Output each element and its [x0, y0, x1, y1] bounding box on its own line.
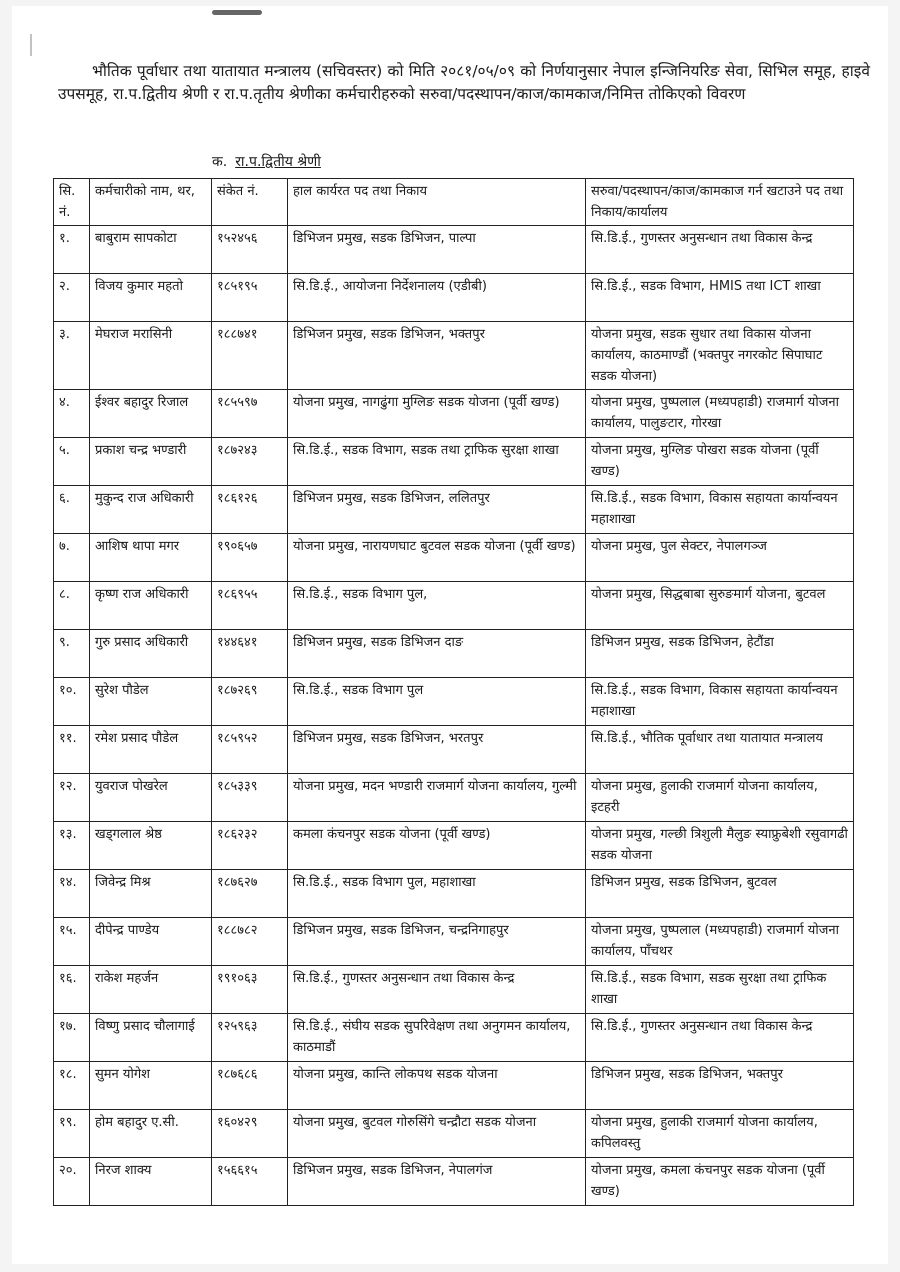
- cell-code: १८५९५२: [212, 726, 288, 774]
- cell-serial: १८.: [54, 1062, 90, 1110]
- cell-code: १८७६२७: [212, 870, 288, 918]
- cell-code: १८५५९७: [212, 390, 288, 438]
- cell-name: दीपेन्द्र पाण्डेय: [90, 918, 212, 966]
- section-title: रा.प.द्वितीय श्रेणी: [235, 154, 321, 170]
- cell-current-post: योजना प्रमुख, बुटवल गोरुसिंगे चन्द्रौटा सडक योजना: [288, 1110, 586, 1158]
- cell-current-post: डिभिजन प्रमुख, सडक डिभिजन, भक्तपुर: [288, 322, 586, 390]
- header-current-post: हाल कार्यरत पद तथा निकाय: [288, 179, 586, 226]
- cell-serial: २०.: [54, 1158, 90, 1206]
- cell-code: १८५१९५: [212, 274, 288, 322]
- cell-code: १८८७४१: [212, 322, 288, 390]
- cell-new-post: डिभिजन प्रमुख, सडक डिभिजन, बुटवल: [586, 870, 854, 918]
- cell-current-post: कमला कंचनपुर सडक योजना (पूर्वी खण्ड): [288, 822, 586, 870]
- transfer-table: [53, 178, 854, 1206]
- table-row: [54, 274, 854, 322]
- cell-new-post: योजना प्रमुख, पुष्पलाल (मध्यपहाडी) राजमार्ग योजना कार्यालय, पाँचथर: [586, 918, 854, 966]
- cell-new-post: योजना प्रमुख, सिद्धबाबा सुरुङमार्ग योजना, बुटवल: [586, 582, 854, 630]
- table-row: [54, 822, 854, 870]
- cell-serial: ११.: [54, 726, 90, 774]
- cell-name: गुरु प्रसाद अधिकारी: [90, 630, 212, 678]
- table-row: [54, 630, 854, 678]
- cell-current-post: डिभिजन प्रमुख, सडक डिभिजन, भरतपुर: [288, 726, 586, 774]
- table-row: [54, 1062, 854, 1110]
- cell-name: युवराज पोखरेल: [90, 774, 212, 822]
- intro-paragraph: भौतिक पूर्वाधार तथा यातायात मन्त्रालय (सचिवस्तर) को मिति २०८१/०५/०९ को निर्णयानुसार नेपाल इन्जिनियरिङ सेवा, सिभिल समूह, हाइवे उपसमूह, रा.प.द्वितीय श्रेणी र रा.प.तृतीय श्रेणीका कर्मचारीहरुको सरुवा/पदस्थापन/काज/कामकाज/निमित्त तोकिएको विवरण: [58, 62, 870, 103]
- header-name: कर्मचारीको नाम, थर,: [90, 179, 212, 226]
- cell-serial: २.: [54, 274, 90, 322]
- cell-code: १८६९५५: [212, 582, 288, 630]
- header-serial: सि. नं.: [54, 179, 90, 226]
- cell-serial: १.: [54, 226, 90, 274]
- table-row: [54, 226, 854, 274]
- cell-serial: १३.: [54, 822, 90, 870]
- cell-current-post: डिभिजन प्रमुख, सडक डिभिजन, ललितपुर: [288, 486, 586, 534]
- cell-current-post: सि.डि.ई., सडक विभाग पुल: [288, 678, 586, 726]
- section-prefix: क.: [212, 154, 228, 170]
- cell-serial: १०.: [54, 678, 90, 726]
- cell-serial: १६.: [54, 966, 90, 1014]
- cell-new-post: योजना प्रमुख, हुलाकी राजमार्ग योजना कार्यालय, कपिलवस्तु: [586, 1110, 854, 1158]
- cell-name: राकेश महर्जन: [90, 966, 212, 1014]
- table-row: [54, 438, 854, 486]
- cell-code: १८७२६९: [212, 678, 288, 726]
- cell-current-post: डिभिजन प्रमुख, सडक डिभिजन, चन्द्रनिगाहपुर: [288, 918, 586, 966]
- cell-name: प्रकाश चन्द्र भण्डारी: [90, 438, 212, 486]
- cell-current-post: योजना प्रमुख, नारायणघाट बुटवल सडक योजना (पूर्वी खण्ड): [288, 534, 586, 582]
- cell-serial: ७.: [54, 534, 90, 582]
- cell-name: निरज शाक्य: [90, 1158, 212, 1206]
- cell-new-post: योजना प्रमुख, मुग्लिङ पोखरा सडक योजना (पूर्वी खण्ड): [586, 438, 854, 486]
- table-row: [54, 1110, 854, 1158]
- cell-serial: ८.: [54, 582, 90, 630]
- header-new-post: सरुवा/पदस्थापन/काज/कामकाज गर्न खटाउने पद तथा निकाय/कार्यालय: [586, 179, 854, 226]
- cell-code: १८५३३९: [212, 774, 288, 822]
- cell-current-post: सि.डि.ई., सडक विभाग पुल,: [288, 582, 586, 630]
- cell-serial: १२.: [54, 774, 90, 822]
- cell-code: १८७२४३: [212, 438, 288, 486]
- cell-name: ईश्वर बहादुर रिजाल: [90, 390, 212, 438]
- cell-code: १६०४२९: [212, 1110, 288, 1158]
- table-row: [54, 390, 854, 438]
- cell-current-post: डिभिजन प्रमुख, सडक डिभिजन, पाल्पा: [288, 226, 586, 274]
- table-row: [54, 1014, 854, 1062]
- header-code: संकेत नं.: [212, 179, 288, 226]
- document-page: [12, 6, 888, 1264]
- cell-current-post: सि.डि.ई., गुणस्तर अनुसन्धान तथा विकास केन्द्र: [288, 966, 586, 1014]
- table-row: [54, 870, 854, 918]
- table-row: [54, 726, 854, 774]
- cell-serial: ६.: [54, 486, 90, 534]
- section-heading: [212, 152, 321, 171]
- cell-code: १२५९६३: [212, 1014, 288, 1062]
- table-row: [54, 678, 854, 726]
- table-row: [54, 918, 854, 966]
- cell-name: आशिष थापा मगर: [90, 534, 212, 582]
- cell-serial: ९.: [54, 630, 90, 678]
- cell-name: कृष्ण राज अधिकारी: [90, 582, 212, 630]
- cell-code: १९१०६३: [212, 966, 288, 1014]
- cell-new-post: डिभिजन प्रमुख, सडक डिभिजन, हेटौंडा: [586, 630, 854, 678]
- table-row: [54, 582, 854, 630]
- cell-code: १८६२३२: [212, 822, 288, 870]
- cell-new-post: योजना प्रमुख, कमला कंचनपुर सडक योजना (पूर्वी खण्ड): [586, 1158, 854, 1206]
- cell-new-post: सि.डि.ई., सडक विभाग, विकास सहायता कार्यान्वयन महाशाखा: [586, 486, 854, 534]
- cell-current-post: योजना प्रमुख, मदन भण्डारी राजमार्ग योजना कार्यालय, गुल्मी: [288, 774, 586, 822]
- table-row: [54, 534, 854, 582]
- cell-name: खड्गलाल श्रेष्ठ: [90, 822, 212, 870]
- cell-new-post: योजना प्रमुख, हुलाकी राजमार्ग योजना कार्यालय, इटहरी: [586, 774, 854, 822]
- cell-new-post: योजना प्रमुख, पुष्पलाल (मध्यपहाडी) राजमार्ग योजना कार्यालय, पालुङटार, गोरखा: [586, 390, 854, 438]
- cell-new-post: डिभिजन प्रमुख, सडक डिभिजन, भक्तपुर: [586, 1062, 854, 1110]
- cell-name: होम बहादुर ए.सी.: [90, 1110, 212, 1158]
- cell-current-post: सि.डि.ई., सडक विभाग पुल, महाशाखा: [288, 870, 586, 918]
- cell-new-post: सि.डि.ई., सडक विभाग, HMIS तथा ICT शाखा: [586, 274, 854, 322]
- cell-name: विष्णु प्रसाद चौलागाई: [90, 1014, 212, 1062]
- cell-name: रमेश प्रसाद पौडेल: [90, 726, 212, 774]
- cell-code: १४४६४१: [212, 630, 288, 678]
- cell-code: १५२४५६: [212, 226, 288, 274]
- cell-serial: ५.: [54, 438, 90, 486]
- cell-serial: १४.: [54, 870, 90, 918]
- cell-serial: ४.: [54, 390, 90, 438]
- cell-code: १५६६१५: [212, 1158, 288, 1206]
- cell-current-post: योजना प्रमुख, कान्ति लोकपथ सडक योजना: [288, 1062, 586, 1110]
- table-header-row: [54, 179, 854, 226]
- cell-new-post: सि.डि.ई., गुणस्तर अनुसन्धान तथा विकास केन्द्र: [586, 1014, 854, 1062]
- cell-current-post: डिभिजन प्रमुख, सडक डिभिजन, नेपालगंज: [288, 1158, 586, 1206]
- cell-name: सुरेश पौडेल: [90, 678, 212, 726]
- scan-artifact: [30, 34, 32, 56]
- cell-current-post: सि.डि.ई., सडक विभाग, सडक तथा ट्राफिक सुरक्षा शाखा: [288, 438, 586, 486]
- cell-code: १८७६८६: [212, 1062, 288, 1110]
- cell-new-post: सि.डि.ई., गुणस्तर अनुसन्धान तथा विकास केन्द्र: [586, 226, 854, 274]
- cell-new-post: सि.डि.ई., सडक विभाग, विकास सहायता कार्यान्वयन महाशाखा: [586, 678, 854, 726]
- cell-code: १९०६५७: [212, 534, 288, 582]
- table-row: [54, 1158, 854, 1206]
- cell-new-post: योजना प्रमुख, सडक सुधार तथा विकास योजना कार्यालय, काठमाण्डौं (भक्तपुर नगरकोट सिपाघाट सडक योजना): [586, 322, 854, 390]
- table-row: [54, 322, 854, 390]
- scan-artifact: [212, 10, 262, 15]
- cell-serial: १५.: [54, 918, 90, 966]
- cell-serial: १९.: [54, 1110, 90, 1158]
- cell-name: सुमन योगेश: [90, 1062, 212, 1110]
- cell-name: मेघराज मरासिनी: [90, 322, 212, 390]
- table-row: [54, 774, 854, 822]
- cell-new-post: सि.डि.ई., सडक विभाग, सडक सुरक्षा तथा ट्राफिक शाखा: [586, 966, 854, 1014]
- cell-new-post: योजना प्रमुख, पुल सेक्टर, नेपालगञ्ज: [586, 534, 854, 582]
- cell-current-post: योजना प्रमुख, नागढुंगा मुग्लिङ सडक योजना (पूर्वी खण्ड): [288, 390, 586, 438]
- cell-current-post: डिभिजन प्रमुख, सडक डिभिजन दाङ: [288, 630, 586, 678]
- cell-current-post: सि.डि.ई., संघीय सडक सुपरिवेक्षण तथा अनुगमन कार्यालय, काठमाडौं: [288, 1014, 586, 1062]
- cell-code: १८६१२६: [212, 486, 288, 534]
- table-row: [54, 486, 854, 534]
- cell-current-post: सि.डि.ई., आयोजना निर्देशनालय (एडीबी): [288, 274, 586, 322]
- cell-name: विजय कुमार महतो: [90, 274, 212, 322]
- cell-code: १८८७८२: [212, 918, 288, 966]
- table-row: [54, 966, 854, 1014]
- cell-new-post: योजना प्रमुख, गल्छी त्रिशुली मैलुङ स्याफ्रुबेशी रसुवागढी सडक योजना: [586, 822, 854, 870]
- cell-name: जिवेन्द्र मिश्र: [90, 870, 212, 918]
- cell-serial: १७.: [54, 1014, 90, 1062]
- cell-new-post: सि.डि.ई., भौतिक पूर्वाधार तथा यातायात मन्त्रालय: [586, 726, 854, 774]
- cell-serial: ३.: [54, 322, 90, 390]
- cell-name: बाबुराम सापकोटा: [90, 226, 212, 274]
- cell-name: मुकुन्द राज अधिकारी: [90, 486, 212, 534]
